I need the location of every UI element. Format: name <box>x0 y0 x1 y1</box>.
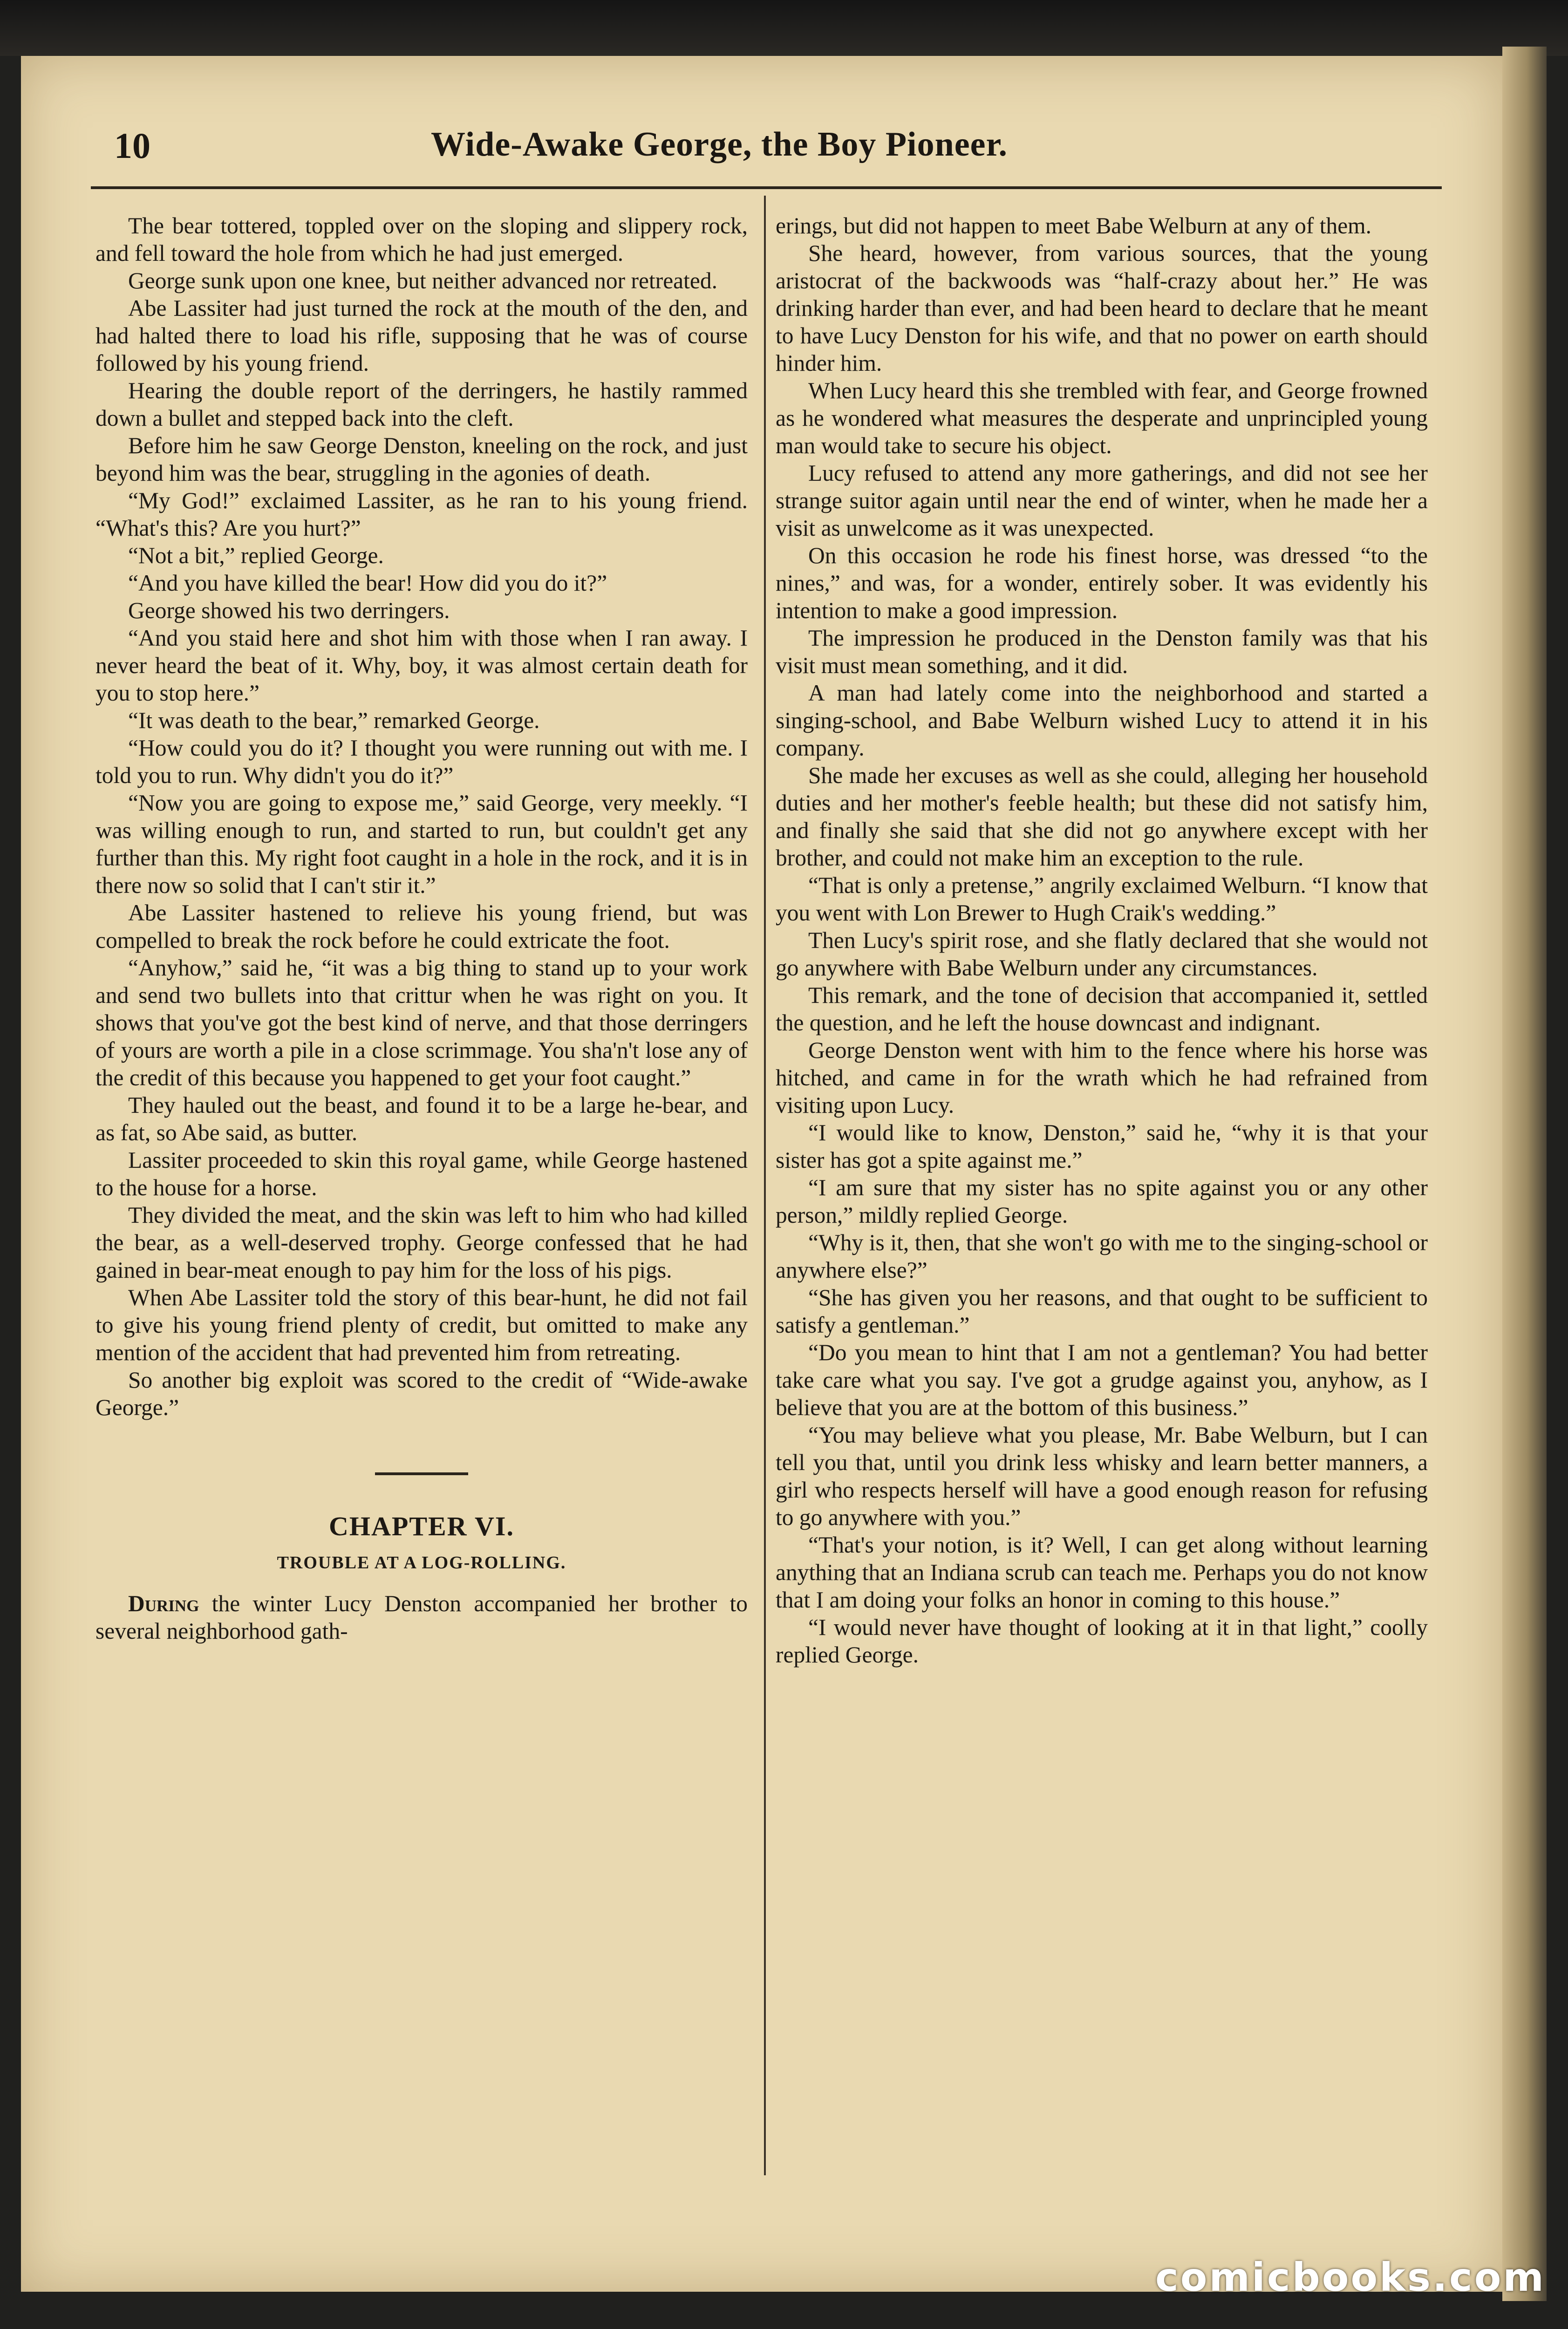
paragraph: The bear tottered, toppled over on the sloping and slippery rock, and fell toward the hole from which he had just emerged. <box>95 213 748 266</box>
paragraph: They hauled out the beast, and found it to be a large he-bear, and as fat, so Abe said, as butter. <box>95 1092 748 1145</box>
paragraph: Abe Lassiter had just turned the rock at the mouth of the den, and had halted there to load his rifle, supposing that he was of course followed by his young friend. <box>95 295 748 376</box>
paragraph: “And you have killed the bear! How did you do it?” <box>128 570 607 596</box>
right-column <box>776 212 1428 1668</box>
chapter-opening-paragraph <box>95 1590 748 1645</box>
right-paragraphs <box>776 212 1428 1668</box>
left-column <box>95 212 748 1645</box>
paragraph: “I am sure that my sister has no spite against you or any other person,” mildly replied George. <box>776 1175 1428 1228</box>
paragraph: On this occasion he rode his finest horse, was dressed “to the nines,” and was, for a wonder, entirely sober. It was evidently his intention to make a good impression. <box>776 543 1428 623</box>
chapter-title: CHAPTER VI. <box>329 1511 514 1541</box>
paragraph: Lucy refused to attend any more gatherings, and did not see her strange suitor again until near the end of winter, when he made her a visit as unwelcome as it was unexpected. <box>776 460 1428 541</box>
paragraph: When Lucy heard this she trembled with fear, and George frowned as he wondered what measures the desperate and unprincipled young man would take to secure his object. <box>776 378 1428 458</box>
left-paragraphs <box>95 212 748 1421</box>
paragraph: “You may believe what you please, Mr. Babe Welburn, but I can tell you that, until you drink less whisky and learn better manners, a girl who respects herself will have a good enough reason for refusing to go anywhere with you.” <box>776 1422 1428 1530</box>
header-rule <box>91 186 1442 189</box>
paragraph: George Denston went with him to the fence where his horse was hitched, and came in for the wrath which he had refrained from visiting upon Lucy. <box>776 1037 1428 1118</box>
column-divider <box>764 196 766 2175</box>
paragraph: “My God!” exclaimed Lassiter, as he ran to his young friend. “What's this? Are you hurt?” <box>95 488 748 541</box>
paragraph: “How could you do it? I thought you were running out with me. I told you to run. Why didn't you do it?” <box>95 735 748 788</box>
scan-top-edge <box>0 0 1568 56</box>
paragraph: Lassiter proceeded to skin this royal game, while George hastened to the house for a horse. <box>95 1147 748 1200</box>
paragraph: erings, but did not happen to meet Babe Welburn at any of them. <box>776 213 1372 238</box>
paragraph: So another big exploit was scored to the credit of “Wide-awake George.” <box>95 1367 748 1420</box>
paragraph: A man had lately come into the neighborhood and started a singing-school, and Babe Welburn wished Lucy to attend it in his company. <box>776 680 1428 761</box>
paragraph: “Anyhow,” said he, “it was a big thing to stand up to your work and send two bullets into that crittur when he was right on you. It shows that you've got the best kind of nerve, and that those derringers of yours are worth a pile in a close scrimmage. You sha'n't lose any of the credit of this because you happened to get your foot caught.” <box>95 955 748 1090</box>
chapter-separator <box>375 1472 468 1475</box>
paragraph: “That is only a pretense,” angrily exclaimed Welburn. “I know that you went with Lon Brewer to Hugh Craik's wedding.” <box>776 872 1428 926</box>
paragraph: “I would like to know, Denston,” said he, “why it is that your sister has got a spite against me.” <box>776 1120 1428 1173</box>
chapter-opening-text: the winter Lucy Denston accompanied her brother to several neighborhood gath- <box>95 1591 748 1644</box>
paragraph: Before him he saw George Denston, kneeling on the rock, and just beyond him was the bear, struggling in the agonies of death. <box>95 433 748 486</box>
paragraph: Hearing the double report of the derringers, he hastily rammed down a bullet and stepped back into the cleft. <box>95 378 748 431</box>
paragraph: When Abe Lassiter told the story of this bear-hunt, he did not fail to give his young friend plenty of credit, but omitted to make any mention of the accident that had prevented him from retreating. <box>95 1285 748 1365</box>
paragraph: The impression he produced in the Denston family was that his visit must mean something, and it did. <box>776 625 1428 678</box>
paragraph: “Not a bit,” replied George. <box>128 543 384 568</box>
page-number: 10 <box>114 125 150 166</box>
page-header <box>114 125 1456 181</box>
paragraph: George sunk upon one knee, but neither advanced nor retreated. <box>128 268 717 293</box>
chapter-subtitle: TROUBLE AT A LOG-ROLLING. <box>277 1553 566 1573</box>
paragraph: George showed his two derringers. <box>128 598 450 623</box>
paragraph: Then Lucy's spirit rose, and she flatly declared that she would not go anywhere with Babe Welburn under any circumstances. <box>776 927 1428 981</box>
paragraph: She heard, however, from various sources, that the young aristocrat of the backwoods was “half-crazy about her.” He was drinking harder than ever, and had been heard to declare that he meant to have Lucy Denston for his wife, and that no power on earth should hinder him. <box>776 240 1428 376</box>
paragraph: “Why is it, then, that she won't go with me to the singing-school or anywhere else?” <box>776 1230 1428 1283</box>
paragraph: Abe Lassiter hastened to relieve his young friend, but was compelled to break the rock before he could extricate the foot. <box>95 900 748 953</box>
page-edge-shadow <box>1502 47 1547 2301</box>
paragraph: This remark, and the tone of decision that accompanied it, settled the question, and he left the house downcast and indignant. <box>776 982 1428 1035</box>
watermark: comicbooks.com <box>1155 2254 1546 2300</box>
paragraph: “And you staid here and shot him with those when I ran away. I never heard the beat of it. Why, boy, it was almost certain death for you to stop here.” <box>95 625 748 706</box>
paragraph: “That's your notion, is it? Well, I can get along without learning anything that an Indiana scrub can teach me. Perhaps you do not know that I am doing your folks an honor in coming to this house.” <box>776 1532 1428 1613</box>
paragraph: “It was death to the bear,” remarked George. <box>128 708 540 733</box>
paragraph: “I would never have thought of looking at it in that light,” coolly replied George. <box>776 1614 1428 1668</box>
paragraph: “She has given you her reasons, and that ought to be sufficient to satisfy a gentleman.” <box>776 1285 1428 1338</box>
paragraph: “Now you are going to expose me,” said George, very meekly. “I was willing enough to run, and started to run, but couldn't get any further than this. My right foot caught in a hole in the rock, and it is in there now so solid that I can't stir it.” <box>95 790 748 898</box>
paragraph: “Do you mean to hint that I am not a gentleman? You had better take care what you say. I've got a grudge against you, anyhow, as I believe that you are at the bottom of this business.” <box>776 1340 1428 1420</box>
running-title: Wide-Awake George, the Boy Pioneer. <box>431 125 1008 163</box>
paragraph: They divided the meat, and the skin was left to him who had killed the bear, as a well-deserved trophy. George confessed that he had gained in bear-meat enough to pay him for the loss of his pigs. <box>95 1202 748 1283</box>
paragraph: She made her excuses as well as she could, alleging her household duties and her mother's feeble health; but these did not satisfy him, and finally she said that she did not go anywhere except with her brother, and could not make him an exception to the rule. <box>776 763 1428 871</box>
chapter-opening-word: During <box>128 1591 199 1616</box>
